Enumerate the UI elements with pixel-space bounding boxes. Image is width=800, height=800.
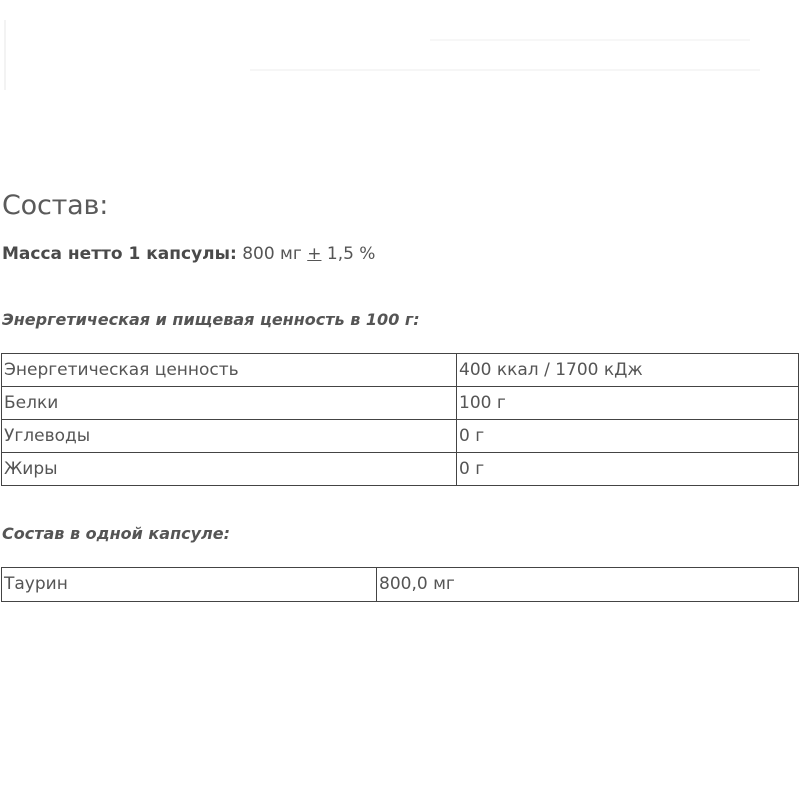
- table-row: [2, 453, 799, 486]
- nutrient-name: Энергетическая ценность: [2, 354, 457, 387]
- table-row: [2, 568, 799, 602]
- nutrient-name: Белки: [2, 387, 457, 420]
- faded-background-artifact: [0, 0, 800, 120]
- nutrient-value: 100 г: [457, 387, 799, 420]
- net-mass-line: [2, 244, 375, 264]
- nutrition-title: Энергетическая и пищевая ценность в 100 г:: [2, 310, 420, 329]
- nutrient-name: Углеводы: [2, 420, 457, 453]
- capsule-table: [1, 567, 799, 602]
- plus-minus-sign: +: [307, 244, 322, 264]
- nutrition-table: [1, 353, 799, 486]
- ingredient-name: Таурин: [2, 568, 377, 602]
- table-row: [2, 387, 799, 420]
- nutrient-value: 0 г: [457, 420, 799, 453]
- net-mass-value: [242, 244, 375, 264]
- composition-heading: Состав:: [2, 190, 109, 221]
- nutrient-name: Жиры: [2, 453, 457, 486]
- net-mass-amount: 800 мг: [242, 244, 308, 264]
- ingredient-amount: 800,0 мг: [377, 568, 799, 602]
- nutrient-value: 400 ккал / 1700 кДж: [457, 354, 799, 387]
- table-row: [2, 354, 799, 387]
- nutrient-value: 0 г: [457, 453, 799, 486]
- table-row: [2, 420, 799, 453]
- net-mass-tolerance: 1,5 %: [321, 244, 376, 264]
- capsule-composition-title: Состав в одной капсуле:: [2, 524, 231, 543]
- net-mass-label: Масса нетто 1 капсулы:: [2, 244, 237, 264]
